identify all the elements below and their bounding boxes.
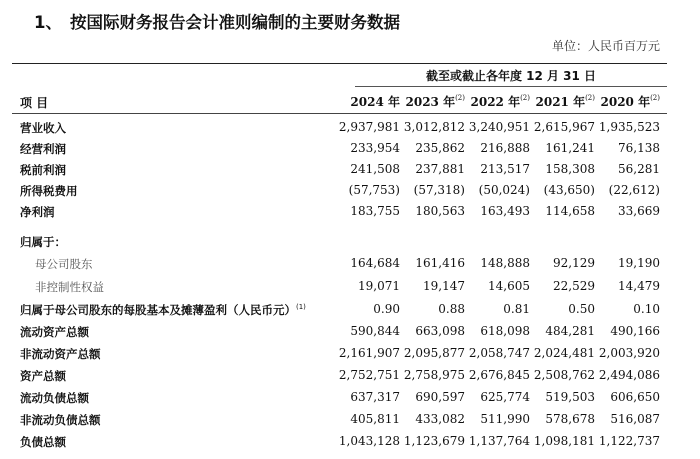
row-label: 非控制性权益 [35, 280, 104, 294]
cell-2021: 484,281 [545, 324, 595, 338]
cell-2024: (57,753) [348, 183, 400, 197]
cell-2021: 2,024,481 [533, 346, 595, 360]
year-header-2020: 2020 年$^{(2)}$ [600, 94, 660, 109]
table-row [0, 141, 700, 159]
cell-2020: 33,669 [618, 204, 660, 218]
table-row [0, 302, 700, 320]
cell-2020: 14,479 [618, 279, 660, 293]
row-label: 归属于母公司股东的每股基本及摊薄盈利（人民币元）$^{(1)}$ [20, 303, 306, 317]
cell-2022: 0.81 [503, 302, 530, 316]
table-row [0, 204, 700, 222]
cell-2022: 14,605 [488, 279, 530, 293]
row-label: 税前利润 [20, 163, 66, 177]
cell-2020: 1,122,737 [598, 434, 660, 448]
table-row [0, 120, 700, 138]
row-label: 非流动资产总额 [20, 347, 101, 361]
table-row [0, 368, 700, 386]
table-row [0, 234, 700, 252]
item-column-header: 项 目 [20, 96, 49, 110]
cell-2021: 0.50 [568, 302, 595, 316]
cell-2022: 213,517 [480, 162, 530, 176]
table-row [0, 324, 700, 342]
row-label: 净利润 [20, 205, 55, 219]
unit-label: 单位：人民币百万元 [551, 39, 660, 53]
cell-2022: 3,240,951 [468, 120, 530, 134]
year-header-2024: 2024 年 [350, 95, 400, 109]
cell-2020: 606,650 [610, 390, 660, 404]
cell-2020: 490,166 [610, 324, 660, 338]
cell-2023: 0.88 [438, 302, 465, 316]
cell-2021: 158,308 [545, 162, 595, 176]
row-label: 非流动负债总额 [20, 413, 101, 427]
cell-2024: 0.90 [373, 302, 400, 316]
year-header-2021: 2021 年$^{(2)}$ [535, 94, 595, 109]
cell-2020: (22,612) [608, 183, 660, 197]
header-bottom-rule [12, 113, 667, 114]
cell-2021: 114,658 [545, 204, 595, 218]
cell-2020: 516,087 [610, 412, 660, 426]
row-label: 经营利润 [20, 142, 66, 156]
cell-2022: 148,888 [480, 256, 530, 270]
cell-2024: 2,161,907 [338, 346, 400, 360]
cell-2023: 663,098 [415, 324, 465, 338]
cell-2021: 2,615,967 [533, 120, 595, 134]
cell-2024: 2,752,751 [338, 368, 400, 382]
cell-2022: 216,888 [480, 141, 530, 155]
cell-2021: 1,098,181 [533, 434, 595, 448]
cell-2023: 433,082 [415, 412, 465, 426]
table-row [0, 346, 700, 364]
period-header: 截至或截止各年度 12 月 31 日 [425, 69, 597, 83]
cell-2023: 690,597 [415, 390, 465, 404]
section-number: 1、 [34, 13, 62, 32]
cell-2024: 1,043,128 [338, 434, 400, 448]
row-label: 所得税费用 [20, 184, 78, 198]
cell-2022: (50,024) [478, 183, 530, 197]
cell-2024: 164,684 [350, 256, 400, 270]
cell-2021: 22,529 [553, 279, 595, 293]
cell-2023: 1,123,679 [403, 434, 465, 448]
table-row [0, 434, 700, 452]
section-title [34, 9, 400, 33]
cell-2023: 235,862 [415, 141, 465, 155]
cell-2022: 625,774 [480, 390, 530, 404]
cell-2022: 2,676,845 [468, 368, 530, 382]
cell-2022: 163,493 [480, 204, 530, 218]
cell-2023: 3,012,812 [403, 120, 465, 134]
row-label: 营业收入 [20, 121, 66, 135]
cell-2023: 2,095,877 [403, 346, 465, 360]
cell-2024: 241,508 [350, 162, 400, 176]
cell-2023: 19,147 [423, 279, 465, 293]
cell-2024: 233,954 [350, 141, 400, 155]
cell-2021: (43,650) [543, 183, 595, 197]
table-top-rule [12, 63, 667, 64]
cell-2020: 2,003,920 [598, 346, 660, 360]
cell-2023: 2,758,975 [403, 368, 465, 382]
cell-2021: 92,129 [553, 256, 595, 270]
row-label: 流动负债总额 [20, 391, 89, 405]
cell-2020: 1,935,523 [598, 120, 660, 134]
table-row [0, 279, 700, 297]
cell-2024: 590,844 [350, 324, 400, 338]
row-label: 归属于： [20, 235, 66, 249]
table-row [0, 390, 700, 408]
cell-2020: 76,138 [618, 141, 660, 155]
cell-2022: 618,098 [480, 324, 530, 338]
cell-2024: 637,317 [350, 390, 400, 404]
cell-2022: 2,058,747 [468, 346, 530, 360]
cell-2021: 519,503 [545, 390, 595, 404]
table-row [0, 183, 700, 201]
year-header-2023: 2023 年$^{(2)}$ [405, 94, 465, 109]
cell-2023: (57,318) [413, 183, 465, 197]
row-label: 资产总额 [20, 369, 66, 383]
cell-2023: 161,416 [415, 256, 465, 270]
table-row [0, 162, 700, 180]
cell-2024: 183,755 [350, 204, 400, 218]
table-row [0, 256, 700, 274]
cell-2022: 1,137,764 [468, 434, 530, 448]
cell-2023: 237,881 [415, 162, 465, 176]
table-row [0, 412, 700, 430]
row-label: 负债总额 [20, 435, 66, 449]
cell-2020: 19,190 [618, 256, 660, 270]
row-label: 流动资产总额 [20, 325, 89, 339]
cell-2020: 0.10 [633, 302, 660, 316]
cell-2020: 2,494,086 [598, 368, 660, 382]
year-header-2022: 2022 年$^{(2)}$ [470, 94, 530, 109]
period-header-rule [355, 86, 667, 87]
cell-2023: 180,563 [415, 204, 465, 218]
cell-2024: 2,937,981 [338, 120, 400, 134]
section-title-text: 按国际财务报告会计准则编制的主要财务数据 [70, 13, 400, 32]
cell-2024: 405,811 [350, 412, 400, 426]
cell-2021: 161,241 [545, 141, 595, 155]
cell-2022: 511,990 [480, 412, 530, 426]
row-label: 母公司股东 [35, 257, 93, 271]
cell-2021: 578,678 [545, 412, 595, 426]
cell-2020: 56,281 [618, 162, 660, 176]
cell-2024: 19,071 [358, 279, 400, 293]
cell-2021: 2,508,762 [533, 368, 595, 382]
